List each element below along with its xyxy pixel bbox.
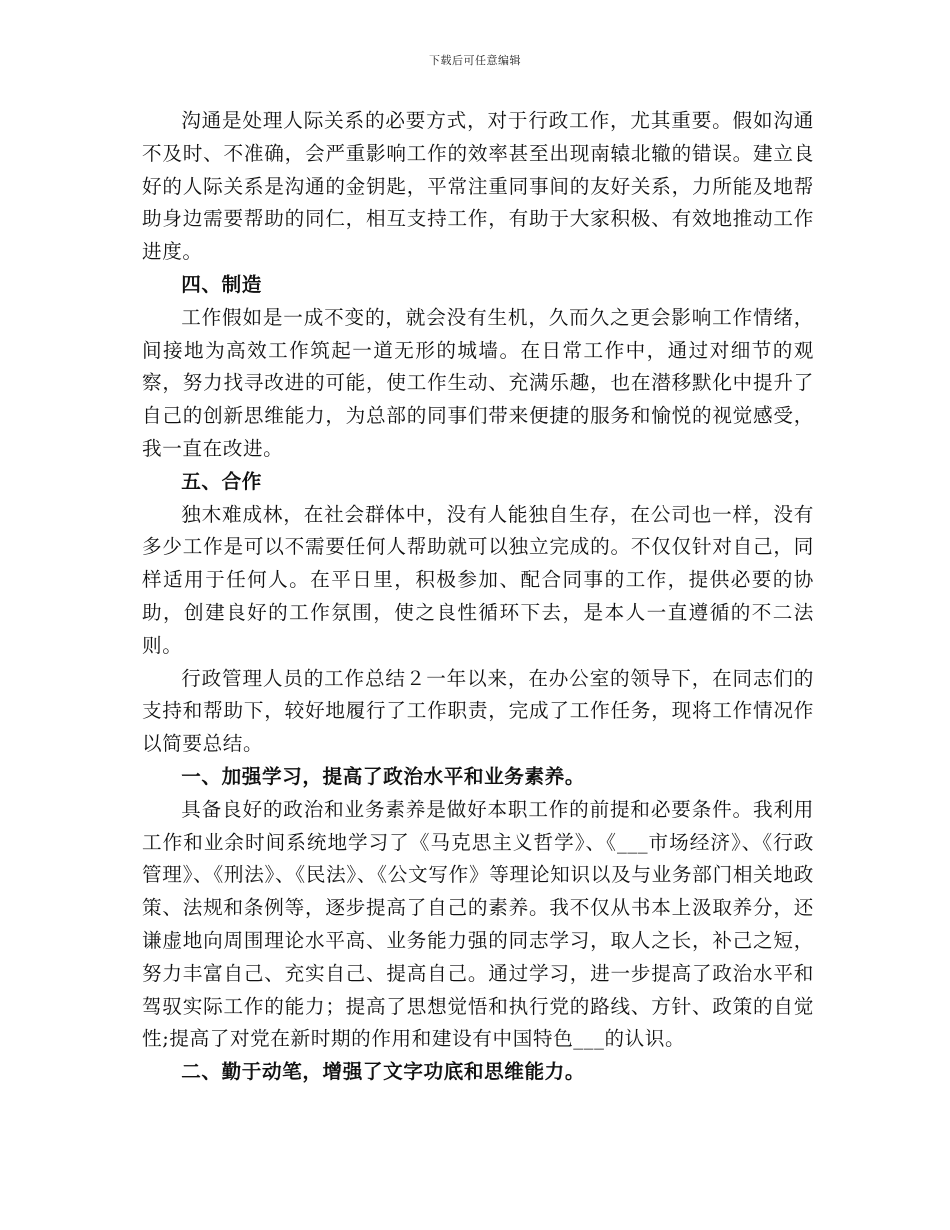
paragraph: 沟通是处理人际关系的必要方式，对于行政工作，尤其重要。假如沟通不及时、不准确，会严重影响工作的效率甚至出现南辕北辙的错误。建立良好的人际关系是沟通的金钥匙，平常注重同事间的友好关系，力所能及地帮助身边需要帮助的同仁，相互支持工作，有助于大家积极、有效地推动工作进度。	[142, 109, 814, 264]
section-heading: 二、勤于动笔，增强了文字功底和思维能力。	[181, 1060, 586, 1084]
paragraph: 行政管理人员的工作总结２一年以来，在办公室的领导下，在同志们的支持和帮助下，较好地履行了工作职责，完成了工作任务，现将工作情况作以简要总结。	[142, 666, 814, 756]
page-header: 下载后可任意编辑	[429, 54, 521, 67]
paragraph: 独木难成林，在社会群体中，没有人能独自生存，在公司也一样，没有多少工作是可以不需要任何人帮助就可以独立完成的。不仅仅针对自己，同样适用于任何人。在平日里，积极参加、配合同事的工作，提供必要的协助，创建良好的工作氛围，使之良性循环下去，是本人一直遵循的不二法则。	[142, 502, 814, 657]
section-heading: 一、加强学习，提高了政治水平和业务素养。	[181, 764, 586, 788]
section-heading: 五、合作	[181, 469, 262, 493]
paragraph: 工作假如是一成不变的，就会没有生机，久而久之更会影响工作情绪，间接地为高效工作筑起一道无形的城墙。在日常工作中，通过对细节的观察，努力找寻改进的可能，使工作生动、充满乐趣，也在潜移默化中提升了自己的创新思维能力，为总部的同事们带来便捷的服务和愉悦的视觉感受，我一直在改进。	[142, 305, 814, 460]
section-heading: 四、制造	[181, 272, 262, 296]
document-body	[142, 105, 814, 1089]
paragraph: 具备良好的政治和业务素养是做好本职工作的前提和必要条件。我利用工作和业余时间系统地学习了《马克思主义哲学》、《___市场经济》、《行政管理》、《刑法》、《民法》、《公文写作》等理论知识以及与业务部门相关地政策、法规和条例等，逐步提高了自己的素养。我不仅从书本上汲取养分，还谦虚地向周围理论水平高、业务能力强的同志学习，取人之长，补己之短，努力丰富自己、充实自己、提高自己。通过学习，进一步提高了政治水平和驾驭实际工作的能力；提高了思想觉悟和执行党的路线、方针、政策的自觉性;提高了对党在新时期的作用和建设有中国特色___的认识。	[142, 797, 814, 1051]
